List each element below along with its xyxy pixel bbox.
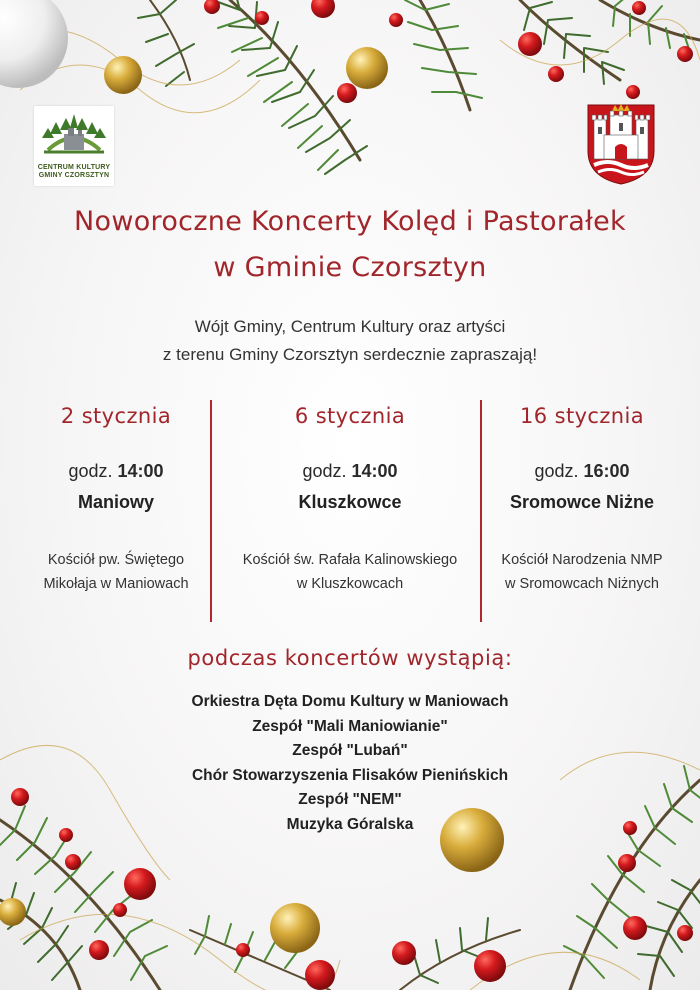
concert-card: [4, 400, 228, 596]
coat-of-arms-icon: [586, 101, 656, 185]
performer-item: Zespół "Mali Maniowianie": [252, 717, 448, 735]
logo-line2: GMINY CZORSZTYN: [38, 172, 110, 179]
concert-place: Kluszkowce: [298, 492, 402, 512]
time-value: 14:00: [351, 461, 398, 481]
performer-item: Zespół "Lubań": [292, 742, 408, 759]
performers-heading: podczas koncertów wystąpią:: [187, 646, 513, 670]
concert-place: Sromowce Niżne: [509, 492, 655, 512]
church-line-1: Kościół Narodzenia NMP: [501, 552, 663, 568]
church-line-1: Kościół św. Rafała Kalinowskiego: [242, 552, 458, 568]
intro-line-2: z terenu Gminy Czorsztyn serdecznie zapraszają!: [162, 345, 538, 364]
performer-item: Zespół "NEM": [298, 791, 402, 808]
concert-place: Maniowy: [77, 492, 154, 512]
concert-time: [4, 459, 228, 483]
concert-time: [238, 459, 462, 483]
logo-line1: CENTRUM KULTURY: [37, 164, 111, 171]
time-prefix: godz.: [68, 461, 113, 481]
concert-time: [470, 459, 694, 483]
time-value: 16:00: [583, 461, 630, 481]
performer-item: Muzyka Góralska: [286, 815, 414, 833]
page-subtitle: w Gminie Czorsztyn: [213, 252, 487, 283]
church-line-1: Kościół pw. Świętego: [47, 552, 185, 568]
intro-line-1: Wójt Gminy, Centrum Kultury oraz artyści: [194, 317, 506, 336]
concert-church: [470, 548, 694, 596]
concert-church: [4, 548, 228, 596]
time-prefix: godz.: [302, 461, 347, 481]
centrum-kultury-logo: [34, 106, 114, 186]
concert-date: 16 stycznia: [520, 404, 644, 428]
performers-list: [0, 690, 700, 837]
time-prefix: godz.: [534, 461, 579, 481]
church-line-2: Mikołaja w Maniowach: [43, 576, 189, 592]
concert-card: [238, 400, 462, 596]
concert-date: 6 stycznia: [294, 404, 406, 428]
church-line-2: w Sromowcach Niżnych: [505, 576, 659, 592]
concert-card: [470, 400, 694, 596]
church-line-2: w Kluszkowcach: [296, 576, 404, 592]
performer-item: Orkiestra Dęta Domu Kultury w Maniowach: [191, 693, 509, 710]
performer-item: Chór Stowarzyszenia Flisaków Pienińskich: [191, 766, 509, 784]
concert-date: 2 stycznia: [60, 404, 172, 428]
concert-church: [238, 548, 462, 596]
time-value: 14:00: [117, 461, 164, 481]
page-title: Noworoczne Koncerty Kolęd i Pastorałek: [74, 206, 626, 237]
castle-icon: [34, 106, 114, 166]
